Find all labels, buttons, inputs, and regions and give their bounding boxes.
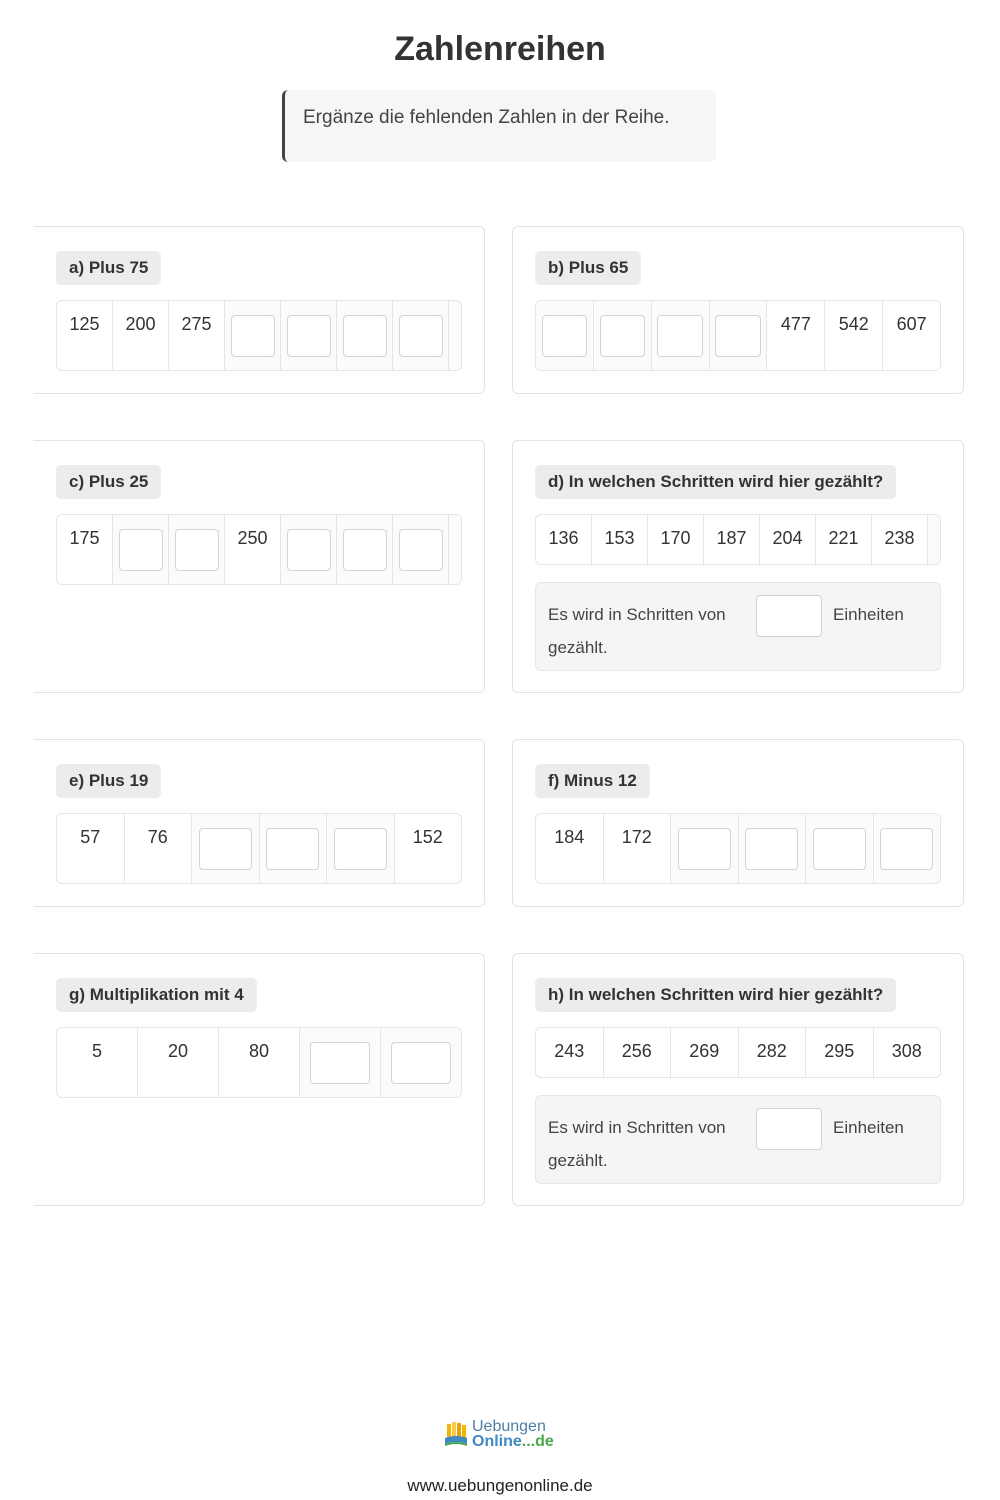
number-value: 80: [248, 1041, 270, 1061]
number-value: 170: [660, 528, 691, 548]
number-value: 5: [91, 1041, 102, 1061]
number-value: 200: [125, 314, 156, 334]
blank-cell: [739, 814, 807, 883]
task-label-d: d) In welchen Schritten wird hier gezählt?: [535, 465, 896, 499]
answer-input-box[interactable]: [542, 315, 587, 357]
task-card-a: [33, 226, 485, 394]
blank-cell: [260, 814, 328, 883]
logo-text-line2: Online...de: [472, 1433, 554, 1450]
answer-input-box[interactable]: [880, 828, 933, 870]
number-cell: [225, 515, 281, 584]
answer-input-box[interactable]: [119, 529, 163, 571]
task-label-e: e) Plus 19: [56, 764, 161, 798]
number-cell: [872, 515, 928, 564]
number-value: 256: [621, 1041, 652, 1061]
blank-cell: [300, 1028, 381, 1097]
number-value: 308: [891, 1041, 922, 1061]
answer-input-box[interactable]: [343, 529, 387, 571]
number-value: 275: [181, 314, 212, 334]
number-value: 20: [167, 1041, 189, 1061]
number-row-h: [535, 1027, 941, 1078]
number-row-c: [56, 514, 462, 585]
number-cell: [767, 301, 825, 370]
task-card-b: [512, 226, 964, 394]
answer-box-d: [535, 582, 941, 671]
number-value: 136: [548, 528, 579, 548]
answer-text-end: gezählt.: [548, 638, 608, 657]
instruction-box: Ergänze die fehlenden Zahlen in der Reihe.: [282, 90, 716, 162]
number-row-a: [56, 300, 462, 371]
task-card-e: [33, 739, 485, 907]
blank-cell: [327, 814, 395, 883]
step-answer-input-d[interactable]: [756, 595, 822, 637]
number-value: 282: [756, 1041, 787, 1061]
number-cell: [113, 301, 169, 370]
blank-cell: [536, 301, 594, 370]
blank-cell: [393, 515, 449, 584]
number-value: 238: [884, 528, 915, 548]
number-cell: [760, 515, 816, 564]
task-card-f: [512, 739, 964, 907]
number-cell: [57, 814, 125, 883]
footer-url: www.uebungenonline.de: [407, 1476, 593, 1495]
number-value: 172: [621, 827, 652, 847]
step-answer-input-h[interactable]: [756, 1108, 822, 1150]
answer-input-box[interactable]: [600, 315, 645, 357]
number-cell: [219, 1028, 300, 1097]
number-value: 76: [147, 827, 168, 847]
answer-input-box[interactable]: [813, 828, 866, 870]
blank-cell: [113, 515, 169, 584]
answer-input-box[interactable]: [399, 529, 443, 571]
blank-cell: [710, 301, 768, 370]
answer-input-box[interactable]: [287, 315, 331, 357]
answer-input-box[interactable]: [678, 828, 731, 870]
number-cell: [138, 1028, 219, 1097]
number-cell: [704, 515, 760, 564]
blank-cell: [671, 814, 739, 883]
answer-input-box[interactable]: [175, 529, 219, 571]
task-label-g: g) Multiplikation mit 4: [56, 978, 257, 1012]
number-cell: [671, 1028, 739, 1077]
number-value: 125: [69, 314, 100, 334]
number-value: 187: [716, 528, 747, 548]
number-cell: [604, 814, 672, 883]
answer-input-box[interactable]: [334, 828, 387, 870]
number-value: 152: [412, 827, 443, 847]
blank-cell: [337, 301, 393, 370]
blank-cell: [281, 301, 337, 370]
number-cell: [816, 515, 872, 564]
number-row-b: [535, 300, 941, 371]
number-cell: [57, 515, 113, 584]
answer-input-box[interactable]: [199, 828, 252, 870]
blank-cell: [594, 301, 652, 370]
blank-cell: [225, 301, 281, 370]
task-card-d: [512, 440, 964, 693]
answer-text-unit: Einheiten: [833, 1118, 904, 1137]
number-cell: [395, 814, 462, 883]
answer-text-start: Es wird in Schritten von: [548, 1118, 726, 1137]
blank-cell: [928, 515, 941, 564]
number-cell: [648, 515, 704, 564]
blank-cell: [192, 814, 260, 883]
answer-input-box[interactable]: [715, 315, 760, 357]
task-label-f: f) Minus 12: [535, 764, 650, 798]
answer-input-box[interactable]: [343, 315, 387, 357]
answer-input-box[interactable]: [231, 315, 275, 357]
blank-cell: [652, 301, 710, 370]
answer-box-h: [535, 1095, 941, 1184]
number-cell: [57, 1028, 138, 1097]
answer-input-box[interactable]: [391, 1042, 451, 1084]
number-value: 204: [772, 528, 803, 548]
number-cell: [883, 301, 940, 370]
task-card-c: [33, 440, 485, 693]
blank-cell: [393, 301, 449, 370]
task-card-g: [33, 953, 485, 1206]
uebungenonline-logo: [444, 1418, 560, 1454]
answer-text-unit: Einheiten: [833, 605, 904, 624]
task-label-a: a) Plus 75: [56, 251, 161, 285]
blank-cell: [449, 515, 462, 584]
answer-input-box[interactable]: [745, 828, 798, 870]
answer-input-box[interactable]: [310, 1042, 370, 1084]
number-value: 295: [824, 1041, 855, 1061]
blank-cell: [449, 301, 462, 370]
answer-input-box[interactable]: [266, 828, 319, 870]
blank-cell: [806, 814, 874, 883]
number-value: 477: [780, 314, 811, 334]
blank-cell: [281, 515, 337, 584]
blank-cell: [381, 1028, 461, 1097]
number-cell: [604, 1028, 672, 1077]
answer-input-box[interactable]: [399, 315, 443, 357]
number-cell: [874, 1028, 941, 1077]
number-cell: [57, 301, 113, 370]
number-value: 184: [554, 827, 585, 847]
page-title: Zahlenreihen: [394, 30, 606, 68]
number-cell: [592, 515, 648, 564]
blank-cell: [337, 515, 393, 584]
number-value: 153: [604, 528, 635, 548]
number-row-e: [56, 813, 462, 884]
number-row-d: [535, 514, 941, 565]
book-icon: [444, 1420, 468, 1448]
number-value: 221: [828, 528, 859, 548]
number-cell: [169, 301, 225, 370]
task-label-b: b) Plus 65: [535, 251, 641, 285]
answer-text-end: gezählt.: [548, 1151, 608, 1170]
number-value: 175: [69, 528, 100, 548]
logo-text-line1: Uebungen: [472, 1418, 546, 1435]
task-label-c: c) Plus 25: [56, 465, 161, 499]
number-cell: [125, 814, 193, 883]
number-cell: [536, 1028, 604, 1077]
number-value: 250: [237, 528, 268, 548]
answer-text-start: Es wird in Schritten von: [548, 605, 726, 624]
blank-cell: [874, 814, 941, 883]
number-cell: [536, 814, 604, 883]
number-row-f: [535, 813, 941, 884]
number-value: 57: [80, 827, 101, 847]
number-value: 243: [554, 1041, 585, 1061]
task-label-h: h) In welchen Schritten wird hier gezählt?: [535, 978, 896, 1012]
number-cell: [739, 1028, 807, 1077]
answer-input-box[interactable]: [287, 529, 331, 571]
number-cell: [825, 301, 883, 370]
number-cell: [536, 515, 592, 564]
blank-cell: [169, 515, 225, 584]
number-value: 607: [896, 314, 927, 334]
number-cell: [806, 1028, 874, 1077]
task-card-h: [512, 953, 964, 1206]
number-value: 542: [838, 314, 869, 334]
number-value: 269: [689, 1041, 720, 1061]
number-row-g: [56, 1027, 462, 1098]
answer-input-box[interactable]: [657, 315, 702, 357]
